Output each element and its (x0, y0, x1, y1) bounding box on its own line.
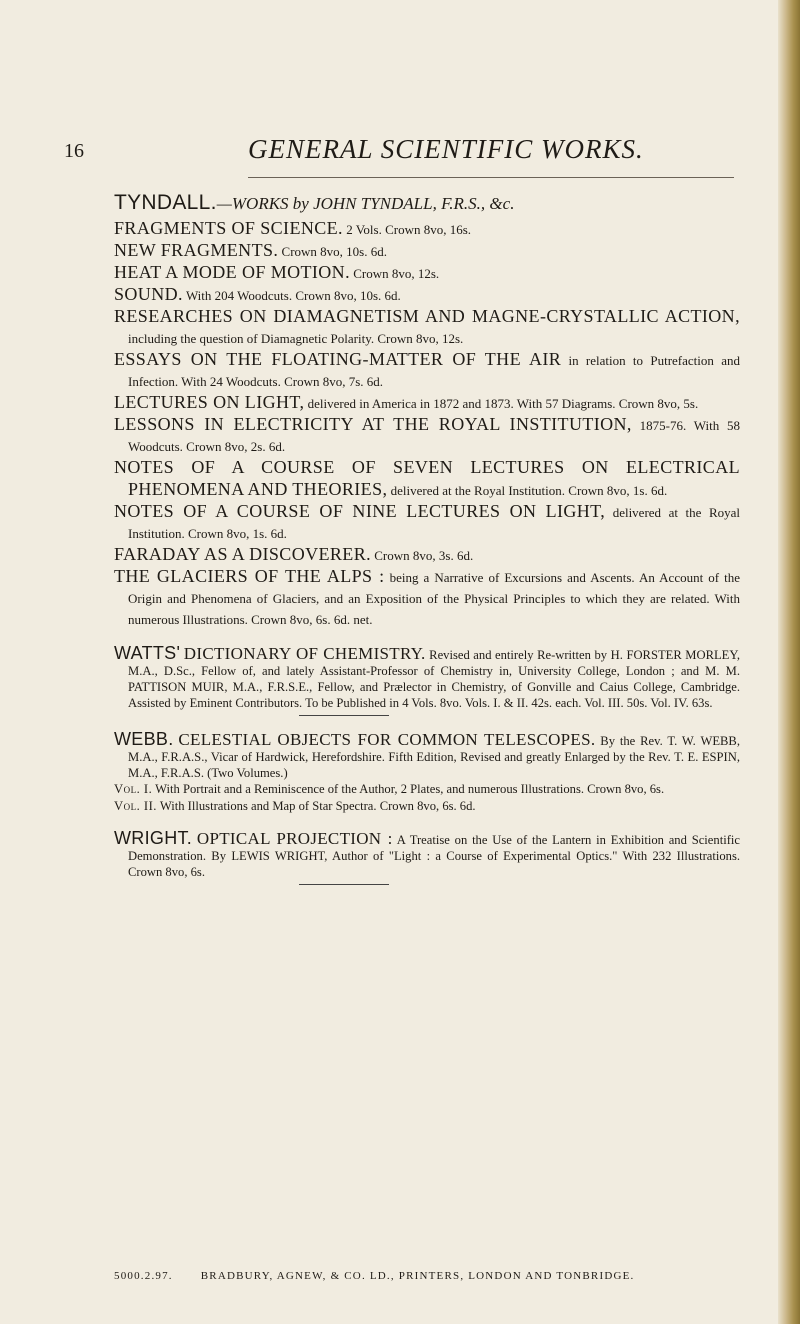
book-description: 1875-76. With 58 Woodcuts. Crown 8vo, 2s. 6d. (128, 418, 740, 454)
works-heading: —WORKS by JOHN TYNDALL, F.R.S., &c. (216, 194, 515, 213)
list-item (114, 240, 740, 262)
book-description: Revised and entirely Re-written by H. FORSTER MORLEY, M.A., D.Sc., Fellow of, and lately Assistant-Professor of Chemistry in, University College, London ; and M. M. PATTISON MUIR, M.A., F.R.S.E., Fellow, and Prælector in Chemistry, of Gonville and Caius College, Cambridge. Assisted by Eminent Contributors. To be Published in 4 Vols. 8vo. Vols. I. & II. 42s. each. Vol. III. 50s. Vol. IV. 63s. (128, 648, 740, 710)
divider (299, 715, 389, 716)
book-description: A Treatise on the Use of the Lantern in Exhibition and Scientific Demonstration. By LEWIS WRIGHT, Author of "Light : a Course of Experimental Optics." With 232 Illustrations. Crown 8vo, 6s. (128, 833, 740, 879)
tyndall-heading (114, 191, 740, 218)
printer-line: BRADBURY, AGNEW, & CO. LD., PRINTERS, LONDON AND TONBRIDGE. (200, 1270, 635, 1282)
book-title: LECTURES ON LIGHT, (114, 392, 305, 412)
book-title: LESSONS IN ELECTRICITY AT THE ROYAL INSTITUTION, (114, 414, 632, 434)
author-name: WEBB. (114, 729, 174, 749)
watts-section (114, 645, 740, 716)
list-item (114, 566, 740, 630)
book-title: HEAT A MODE OF MOTION. (114, 262, 350, 282)
book-title: NOTES OF A COURSE OF NINE LECTURES ON LIGHT, (114, 501, 606, 521)
book-description: By the Rev. T. W. WEBB, M.A., F.R.A.S., Vicar of Hardwick, Herefordshire. Fifth Edition, Revised and greatly Enlarged by the Rev. T. E. ESPIN, M.A., F.R.A.S. (Two Volumes.) (128, 734, 740, 780)
list-item (114, 218, 740, 240)
list-item (114, 392, 740, 414)
page-edge (778, 0, 800, 1324)
book-title: THE GLACIERS OF THE ALPS : (114, 566, 385, 586)
book-description: delivered at the Royal Institution. Crown 8vo, 1s. 6d. (390, 483, 668, 498)
catalogue-content (114, 191, 740, 900)
divider (299, 884, 389, 885)
printer-imprint (114, 1270, 635, 1282)
print-code: 5000.2.97. (114, 1270, 173, 1282)
webb-entry (114, 731, 740, 781)
book-title: DICTIONARY OF CHEMISTRY. (183, 644, 426, 663)
book-title: ESSAYS ON THE FLOATING-MATTER OF THE AIR (114, 349, 562, 369)
list-item (114, 349, 740, 392)
wright-section (114, 830, 740, 885)
book-title: NOTES OF A COURSE OF SEVEN LECTURES ON ELECTRICAL PHENOMENA AND THEORIES, (114, 457, 740, 499)
book-description: With 204 Woodcuts. Crown 8vo, 10s. 6d. (185, 288, 401, 303)
list-item (114, 306, 740, 349)
header-rule (248, 177, 734, 178)
book-title: FARADAY AS A DISCOVERER. (114, 544, 371, 564)
list-item (114, 414, 740, 457)
book-description: including the question of Diamagnetic Polarity. Crown 8vo, 12s. (128, 331, 464, 346)
book-description: Crown 8vo, 12s. (353, 266, 440, 281)
volume-description: With Illustrations and Map of Star Spectra. Crown 8vo, 6s. 6d. (159, 799, 476, 813)
book-description: delivered in America in 1872 and 1873. With 57 Diagrams. Crown 8vo, 5s. (307, 396, 699, 411)
author-name: WRIGHT. (114, 828, 193, 848)
tyndall-works-list (114, 218, 740, 630)
author-name: WATTS' (114, 643, 181, 663)
wright-entry (114, 830, 740, 880)
volume-entry (114, 798, 740, 815)
volume-label: Vol. I. (114, 782, 153, 796)
page-number: 16 (64, 140, 84, 162)
book-description: Crown 8vo, 3s. 6d. (374, 548, 474, 563)
book-title: OPTICAL PROJECTION : (196, 829, 393, 848)
list-item (114, 501, 740, 544)
book-description: 2 Vols. Crown 8vo, 16s. (346, 222, 472, 237)
list-item (114, 262, 740, 284)
running-head: GENERAL SCIENTIFIC WORKS. (248, 134, 644, 164)
volume-label: Vol. II. (114, 799, 157, 813)
volume-entry (114, 781, 740, 798)
book-description: in relation to Putrefaction and Infection. With 24 Woodcuts. Crown 8vo, 7s. 6d. (128, 353, 740, 389)
book-title: FRAGMENTS OF SCIENCE. (114, 218, 343, 238)
webb-section (114, 731, 740, 815)
book-description: being a Narrative of Excursions and Ascents. An Account of the Origin and Phenomena of Glaciers, and an Exposition of the Physical Principles to which they are related. With numerous Illustrations. Crown 8vo, 6s. 6d. net. (128, 570, 741, 627)
book-description: delivered at the Royal Institution. Crown 8vo, 1s. 6d. (128, 505, 740, 541)
list-item (114, 544, 740, 566)
list-item (114, 284, 740, 306)
volume-description: With Portrait and a Reminiscence of the Author, 2 Plates, and numerous Illustrations. Crown 8vo, 6s. (155, 782, 665, 796)
author-name: TYNDALL. (114, 191, 217, 214)
tyndall-section (114, 191, 740, 630)
book-title: RESEARCHES ON DIAMAGNETISM AND MAGNE-CRYSTALLIC ACTION, (114, 306, 740, 326)
watts-entry (114, 645, 740, 711)
book-title: SOUND. (114, 284, 183, 304)
list-item (114, 457, 740, 501)
book-title: NEW FRAGMENTS. (114, 240, 279, 260)
book-description: Crown 8vo, 10s. 6d. (281, 244, 387, 259)
book-title: CELESTIAL OBJECTS FOR COMMON TELESCOPES. (178, 730, 596, 749)
